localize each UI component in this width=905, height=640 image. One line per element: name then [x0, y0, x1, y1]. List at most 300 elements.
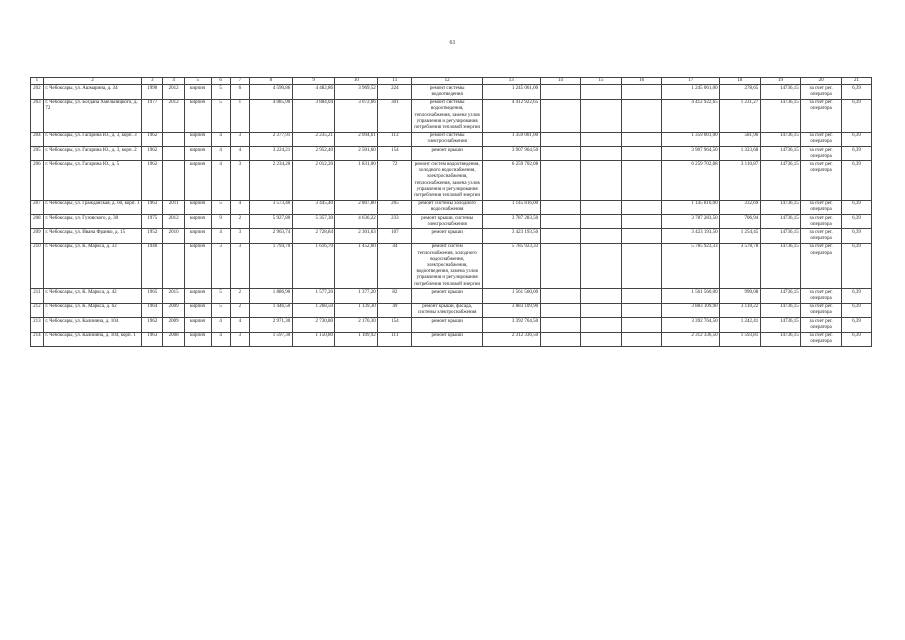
deadline-cell: 6,39: [841, 332, 871, 346]
local-budget-cell: [621, 200, 662, 214]
deadline-cell: 6,39: [841, 161, 871, 200]
address-cell: г. Чебоксары, ул. Калинина, д. 104: [43, 318, 141, 332]
area-living-cell: 1 577,20: [292, 289, 335, 303]
year-built-cell: 1964: [142, 303, 163, 317]
budget-cell: [581, 99, 622, 132]
year-repair-cell: [163, 147, 184, 161]
year-built-cell: 1963: [142, 332, 163, 346]
area-owned-cell: 2 094,61: [335, 132, 378, 146]
row-number: 208: [31, 215, 44, 229]
cost-cell: 1 359 001,00: [482, 132, 540, 146]
floors-cell: 5: [211, 85, 230, 99]
page-number: 61: [449, 40, 456, 46]
budget-cell: [581, 161, 622, 200]
cost-cell: 1 561 560,00: [482, 289, 540, 303]
owners-funds-cell: 3 907 964,50: [662, 147, 720, 161]
area-total-cell: 1 886,90: [250, 289, 293, 303]
budget-cell: [581, 289, 622, 303]
column-number: 11: [378, 78, 412, 85]
material-cell: кирпич: [184, 132, 211, 146]
budget-cell: [581, 85, 622, 99]
area-owned-cell: 2 501,60: [335, 147, 378, 161]
cost-cell: 1 245 061,00: [482, 85, 540, 99]
area-total-cell: 1 446,50: [250, 303, 293, 317]
row-number: 205: [31, 147, 44, 161]
local-budget-cell: [621, 243, 662, 288]
table-body: [31, 85, 872, 347]
table-row: [31, 200, 872, 214]
floors-cell: 4: [211, 132, 230, 146]
area-living-cell: 2 952,40: [292, 147, 335, 161]
year-built-cell: 1975: [142, 215, 163, 229]
method-cell: за счет рег. оператора: [801, 132, 842, 146]
floors-cell: 5: [211, 200, 230, 214]
deadline-cell: 6,39: [841, 200, 871, 214]
local-budget-cell: [621, 289, 662, 303]
method-cell: за счет рег. оператора: [801, 332, 842, 346]
column-number: 4: [163, 78, 184, 85]
method-cell: за счет рег. оператора: [801, 85, 842, 99]
unit-cost-cell: 1 254,45: [720, 229, 761, 243]
cost-cell: 3 883 109,90: [482, 303, 540, 317]
material-cell: кирпич: [184, 229, 211, 243]
row-number: 202: [31, 85, 44, 99]
area-total-cell: 2 234,20: [250, 161, 293, 200]
address-cell: г. Чебоксары, ул. К. Маркса, д. 33: [43, 243, 141, 288]
method-cell: за счет рег. оператора: [801, 161, 842, 200]
area-living-cell: 2 235,21: [292, 132, 335, 146]
material-cell: кирпич: [184, 289, 211, 303]
floors-cell: 5: [211, 99, 230, 132]
method-cell: за счет рег. оператора: [801, 318, 842, 332]
local-budget-cell: [621, 147, 662, 161]
table-row: [31, 303, 872, 317]
local-budget-cell: [621, 229, 662, 243]
method-cell: за счет рег. оператора: [801, 303, 842, 317]
area-owned-cell: 1 831,00: [335, 161, 378, 200]
floors-cell: 4: [211, 332, 230, 346]
unit-cost-cell: 332,69: [720, 200, 761, 214]
owners-funds-cell: 4 412 922,65: [662, 99, 720, 132]
table-row: [31, 289, 872, 303]
address-cell: г. Чебоксары, ул. К. Маркса, д. 62: [43, 303, 141, 317]
method-cell: за счет рег. оператора: [801, 99, 842, 132]
deadline-cell: 6,39: [841, 147, 871, 161]
year-built-cell: 1963: [142, 200, 163, 214]
local-budget-cell: [621, 318, 662, 332]
row-number: 206: [31, 161, 44, 200]
repair-register-table: [30, 77, 872, 347]
column-number: 6: [211, 78, 230, 85]
column-number: 3: [142, 78, 163, 85]
residents-cell: 301: [378, 99, 412, 132]
area-living-cell: 1 268,50: [292, 303, 335, 317]
cost-cell: 6 259 702,08: [482, 161, 540, 200]
material-cell: кирпич: [184, 303, 211, 317]
year-built-cell: 1962: [142, 132, 163, 146]
cost-cell: 2 312 336,50: [482, 332, 540, 346]
row-number: 203: [31, 99, 44, 132]
column-number: 9: [292, 78, 335, 85]
floors-cell: 4: [211, 229, 230, 243]
material-cell: кирпич: [184, 318, 211, 332]
area-total-cell: 1 794,70: [250, 243, 293, 288]
owners-funds-cell: 1 359 001,00: [662, 132, 720, 146]
area-total-cell: 2 971,30: [250, 318, 293, 332]
address-cell: г. Чебоксары, ул. Богдана Хмельницкого, д. 72: [43, 99, 141, 132]
fund-cell: [540, 332, 581, 346]
unit-cost-cell: 1 231,27: [720, 99, 761, 132]
fund-cell: [540, 318, 581, 332]
unit-cost-cell: 706,94: [720, 215, 761, 229]
fund-cell: [540, 132, 581, 146]
column-number: 20: [801, 78, 842, 85]
year-repair-cell: 2008: [163, 332, 184, 346]
material-cell: кирпич: [184, 147, 211, 161]
year-built-cell: 1962: [142, 161, 163, 200]
limit-cost-cell: 14736,15: [760, 289, 801, 303]
works-cell: ремонт крыши, системы электроснабжения: [412, 215, 483, 229]
row-number: 204: [31, 132, 44, 146]
entrances-cell: 2: [230, 215, 249, 229]
limit-cost-cell: 14736,15: [760, 85, 801, 99]
budget-cell: [581, 318, 622, 332]
year-repair-cell: 2009: [163, 303, 184, 317]
cost-cell: 4 412 922,65: [482, 99, 540, 132]
deadline-cell: 6,39: [841, 85, 871, 99]
budget-cell: [581, 243, 622, 288]
area-living-cell: 2 728,84: [292, 229, 335, 243]
works-cell: ремонт крыши: [412, 147, 483, 161]
cost-cell: 3 392 764,50: [482, 318, 540, 332]
fund-cell: [540, 85, 581, 99]
budget-cell: [581, 332, 622, 346]
fund-cell: [540, 303, 581, 317]
deadline-cell: 6,39: [841, 215, 871, 229]
column-number: 1: [31, 78, 44, 85]
residents-cell: 72: [378, 161, 412, 200]
fund-cell: [540, 147, 581, 161]
works-cell: ремонт системы водоотведения: [412, 85, 483, 99]
limit-cost-cell: 14736,15: [760, 161, 801, 200]
entrances-cell: 3: [230, 332, 249, 346]
limit-cost-cell: 14736,15: [760, 200, 801, 214]
budget-cell: [581, 303, 622, 317]
address-cell: г. Чебоксары, ул. Гузовского, д. 30: [43, 215, 141, 229]
table-row: [31, 318, 872, 332]
residents-cell: 111: [378, 332, 412, 346]
entrances-cell: 3: [230, 161, 249, 200]
column-number: 21: [841, 78, 871, 85]
local-budget-cell: [621, 99, 662, 132]
entrances-cell: 4: [230, 318, 249, 332]
row-number: 212: [31, 303, 44, 317]
floors-cell: 5: [211, 303, 230, 317]
cost-cell: 3 907 964,50: [482, 147, 540, 161]
residents-cell: 154: [378, 318, 412, 332]
area-total-cell: 2 963,74: [250, 229, 293, 243]
year-repair-cell: [163, 132, 184, 146]
area-total-cell: 4 085,90: [250, 99, 293, 132]
unit-cost-cell: 3 578,78: [720, 243, 761, 288]
floors-cell: 4: [211, 147, 230, 161]
area-living-cell: 1 150,80: [292, 332, 335, 346]
deadline-cell: 6,39: [841, 243, 871, 288]
column-number: 18: [720, 78, 761, 85]
fund-cell: [540, 161, 581, 200]
method-cell: за счет рег. оператора: [801, 229, 842, 243]
area-living-cell: 3 884,04: [292, 99, 335, 132]
budget-cell: [581, 229, 622, 243]
address-cell: г. Чебоксары, ул. К. Маркса, д. 42: [43, 289, 141, 303]
cost-cell: 1 145 816,00: [482, 200, 540, 214]
area-owned-cell: 1 139,30: [335, 303, 378, 317]
limit-cost-cell: 14736,15: [760, 332, 801, 346]
material-cell: кирпич: [184, 243, 211, 288]
unit-cost-cell: 1 242,41: [720, 318, 761, 332]
entrances-cell: 6: [230, 85, 249, 99]
limit-cost-cell: 14736,15: [760, 99, 801, 132]
area-living-cell: 2 730,80: [292, 318, 335, 332]
year-repair-cell: 2012: [163, 215, 184, 229]
material-cell: кирпич: [184, 161, 211, 200]
method-cell: за счет рег. оператора: [801, 289, 842, 303]
column-number: 2: [43, 78, 141, 85]
local-budget-cell: [621, 132, 662, 146]
material-cell: кирпич: [184, 85, 211, 99]
unit-cost-cell: 1 323,68: [720, 147, 761, 161]
owners-funds-cell: 1 245 061,00: [662, 85, 720, 99]
year-repair-cell: 2015: [163, 289, 184, 303]
owners-funds-cell: 1 145 816,00: [662, 200, 720, 214]
year-repair-cell: 2012: [163, 99, 184, 132]
unit-cost-cell: 278,65: [720, 85, 761, 99]
local-budget-cell: [621, 215, 662, 229]
table-row: [31, 85, 872, 99]
residents-cell: 205: [378, 200, 412, 214]
fund-cell: [540, 289, 581, 303]
owners-funds-cell: 3 883 109,90: [662, 303, 720, 317]
residents-cell: 113: [378, 132, 412, 146]
budget-cell: [581, 215, 622, 229]
row-number: 214: [31, 332, 44, 346]
floors-cell: 5: [211, 289, 230, 303]
year-repair-cell: 2012: [163, 85, 184, 99]
row-number: 209: [31, 229, 44, 243]
residents-cell: 44: [378, 243, 412, 288]
table-row: [31, 229, 872, 243]
works-cell: ремонт систем водоотведения, холодного водоснабжения, электроснабжения, теплоснабжения, замена узлов управления и регулирования потребления тепловой энергии: [412, 161, 483, 200]
row-number: 210: [31, 243, 44, 288]
unit-cost-cell: 581,96: [720, 132, 761, 146]
area-owned-cell: 2 807,80: [335, 200, 378, 214]
year-built-cell: 1962: [142, 147, 163, 161]
fund-cell: [540, 229, 581, 243]
address-cell: г. Чебоксары, ул. Гражданская, д. 60, корп. 1: [43, 200, 141, 214]
area-owned-cell: 4 636,22: [335, 215, 378, 229]
residents-cell: 107: [378, 229, 412, 243]
address-cell: г. Чебоксары, ул. Гагарина Ю., д. 3, корп. 3: [43, 132, 141, 146]
residents-cell: 49: [378, 303, 412, 317]
year-repair-cell: 2009: [163, 318, 184, 332]
column-number-header: [31, 78, 872, 85]
area-living-cell: 5 357,30: [292, 215, 335, 229]
budget-cell: [581, 200, 622, 214]
works-cell: ремонт крыши, фасада, системы электроснабжения: [412, 303, 483, 317]
method-cell: за счет рег. оператора: [801, 243, 842, 288]
entrances-cell: 4: [230, 200, 249, 214]
works-cell: ремонт крыши: [412, 289, 483, 303]
owners-funds-cell: 3 787 283,50: [662, 215, 720, 229]
year-built-cell: 1962: [142, 318, 163, 332]
owners-funds-cell: 3 423 193,50: [662, 229, 720, 243]
residents-cell: 154: [378, 147, 412, 161]
area-total-cell: 5 927,80: [250, 215, 293, 229]
owners-funds-cell: 3 392 764,50: [662, 318, 720, 332]
entrances-cell: 4: [230, 147, 249, 161]
owners-funds-cell: 1 561 560,00: [662, 289, 720, 303]
works-cell: ремонт системы холодного водоснабжения: [412, 200, 483, 214]
area-owned-cell: 1 452,00: [335, 243, 378, 288]
table-row: [31, 99, 872, 132]
entrances-cell: 1: [230, 99, 249, 132]
works-cell: ремонт систем теплоснабжения, холодного водоснабжения, электроснабжения, водоотведения, замена узлов управления и регулирования потребления тепловой энергии: [412, 243, 483, 288]
column-number: 15: [581, 78, 622, 85]
year-repair-cell: 2011: [163, 200, 184, 214]
area-living-cell: 1 616,70: [292, 243, 335, 288]
area-owned-cell: 2 301,63: [335, 229, 378, 243]
residents-cell: 82: [378, 289, 412, 303]
fund-cell: [540, 243, 581, 288]
area-total-cell: 2 377,91: [250, 132, 293, 146]
address-cell: г. Чебоксары, ул. Гагарина Ю., д. 5: [43, 161, 141, 200]
local-budget-cell: [621, 303, 662, 317]
area-owned-cell: 1 109,92: [335, 332, 378, 346]
entrances-cell: 2: [230, 289, 249, 303]
column-number: 13: [482, 78, 540, 85]
area-total-cell: 1 597,30: [250, 332, 293, 346]
entrances-cell: 3: [230, 243, 249, 288]
deadline-cell: 6,39: [841, 132, 871, 146]
column-number: 7: [230, 78, 249, 85]
limit-cost-cell: 14736,15: [760, 132, 801, 146]
works-cell: ремонт системы водоотведения, теплоснабжения, замена узлов управления и регулирования потребления тепловой энергии: [412, 99, 483, 132]
fund-cell: [540, 215, 581, 229]
limit-cost-cell: 14736,15: [760, 303, 801, 317]
residents-cell: 224: [378, 85, 412, 99]
unit-cost-cell: 1 593,81: [720, 332, 761, 346]
local-budget-cell: [621, 85, 662, 99]
limit-cost-cell: 14736,15: [760, 147, 801, 161]
material-cell: кирпич: [184, 99, 211, 132]
table-row: [31, 147, 872, 161]
deadline-cell: 6,39: [841, 99, 871, 132]
unit-cost-cell: 990,08: [720, 289, 761, 303]
works-cell: ремонт крыши: [412, 229, 483, 243]
material-cell: кирпич: [184, 215, 211, 229]
deadline-cell: 6,39: [841, 229, 871, 243]
area-owned-cell: 3 072,66: [335, 99, 378, 132]
address-cell: г. Чебоксары, ул. Ивана Франко, д. 15: [43, 229, 141, 243]
year-built-cell: 1990: [142, 85, 163, 99]
unit-cost-cell: 3 110,22: [720, 303, 761, 317]
fund-cell: [540, 99, 581, 132]
row-number: 207: [31, 200, 44, 214]
limit-cost-cell: 14736,15: [760, 229, 801, 243]
table-row: [31, 332, 872, 346]
area-owned-cell: 2 176,30: [335, 318, 378, 332]
local-budget-cell: [621, 161, 662, 200]
year-built-cell: 1952: [142, 229, 163, 243]
column-number: 19: [760, 78, 801, 85]
fund-cell: [540, 200, 581, 214]
area-living-cell: 2 012,20: [292, 161, 335, 200]
entrances-cell: 3: [230, 132, 249, 146]
column-number: 8: [250, 78, 293, 85]
table-row: [31, 132, 872, 146]
limit-cost-cell: 14736,15: [760, 243, 801, 288]
column-number: 5: [184, 78, 211, 85]
works-cell: ремонт крыши: [412, 318, 483, 332]
year-built-cell: 1977: [142, 99, 163, 132]
area-living-cell: 4 482,86: [292, 85, 335, 99]
table-row: [31, 161, 872, 200]
address-cell: г. Чебоксары, ул. Калинина, д. 104, корп. 1: [43, 332, 141, 346]
table-row: [31, 243, 872, 288]
deadline-cell: 6,39: [841, 289, 871, 303]
cost-cell: 3 423 193,50: [482, 229, 540, 243]
residents-cell: 233: [378, 215, 412, 229]
works-cell: ремонт системы электроснабжения: [412, 132, 483, 146]
column-number: 16: [621, 78, 662, 85]
area-living-cell: 3 445,40: [292, 200, 335, 214]
owners-funds-cell: 2 312 336,50: [662, 332, 720, 346]
floors-cell: 4: [211, 318, 230, 332]
address-cell: г. Чебоксары, ул. Ашмарина, д. 34: [43, 85, 141, 99]
limit-cost-cell: 14736,15: [760, 215, 801, 229]
cost-cell: 3 787 283,50: [482, 215, 540, 229]
area-total-cell: 4 590,86: [250, 85, 293, 99]
year-built-cell: 1940: [142, 243, 163, 288]
year-built-cell: 1965: [142, 289, 163, 303]
table-row: [31, 215, 872, 229]
year-repair-cell: 2010: [163, 229, 184, 243]
area-total-cell: 3 224,21: [250, 147, 293, 161]
column-number: 12: [412, 78, 483, 85]
floors-cell: 4: [211, 161, 230, 200]
owners-funds-cell: 5 785 923,33: [662, 243, 720, 288]
budget-cell: [581, 147, 622, 161]
year-repair-cell: [163, 243, 184, 288]
limit-cost-cell: 14736,15: [760, 318, 801, 332]
row-number: 213: [31, 318, 44, 332]
owners-funds-cell: 6 259 702,08: [662, 161, 720, 200]
deadline-cell: 6,39: [841, 318, 871, 332]
budget-cell: [581, 132, 622, 146]
floors-cell: 3: [211, 243, 230, 288]
works-cell: ремонт крыши: [412, 332, 483, 346]
deadline-cell: 6,39: [841, 303, 871, 317]
entrances-cell: 2: [230, 303, 249, 317]
area-owned-cell: 3 969,52: [335, 85, 378, 99]
address-cell: г. Чебоксары, ул. Гагарина Ю., д. 3, корп. 2: [43, 147, 141, 161]
entrances-cell: 3: [230, 229, 249, 243]
material-cell: кирпич: [184, 332, 211, 346]
method-cell: за счет рег. оператора: [801, 215, 842, 229]
local-budget-cell: [621, 332, 662, 346]
year-repair-cell: [163, 161, 184, 200]
method-cell: за счет рег. оператора: [801, 147, 842, 161]
